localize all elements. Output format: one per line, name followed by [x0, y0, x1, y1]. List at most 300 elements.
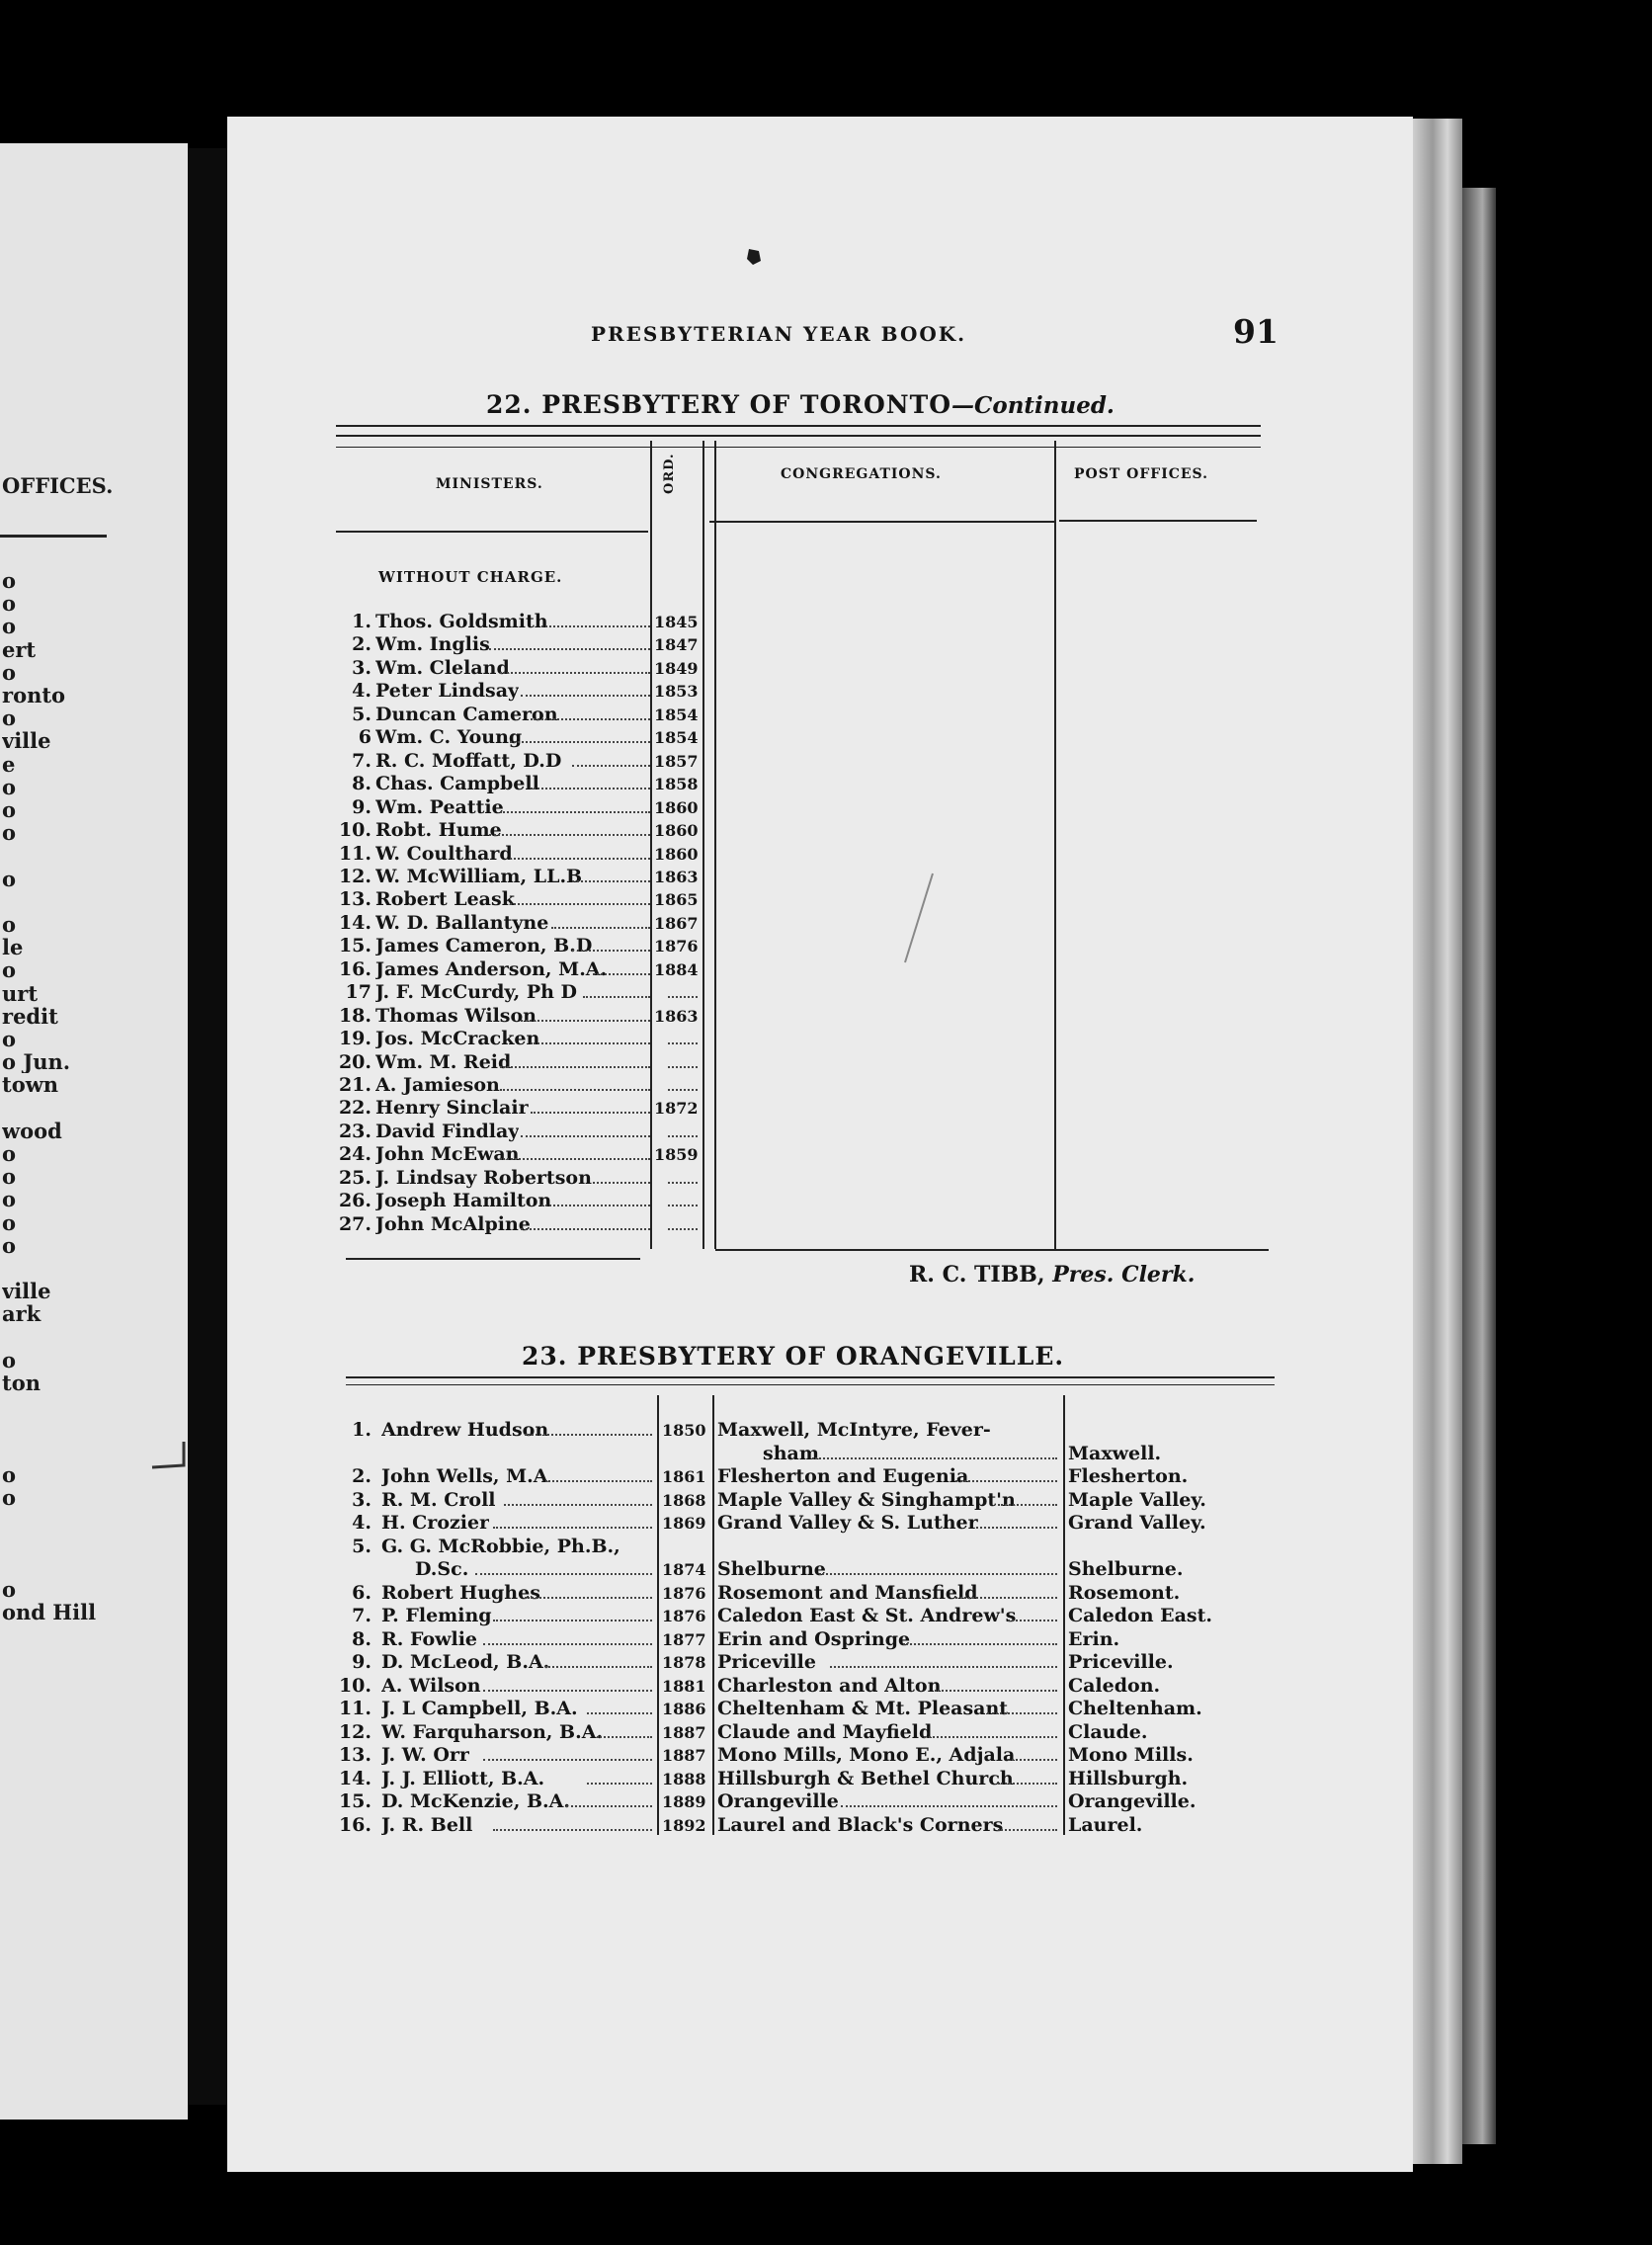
left-page-fragment-text: o [2, 1142, 17, 1165]
ordination-year: 1886 [662, 1700, 706, 1718]
minister-name: Jos. McCracken [375, 1028, 540, 1050]
row-number: 15. [338, 1790, 372, 1812]
toronto-bottom-rule-right [715, 1249, 1269, 1251]
leader-dots [541, 1205, 651, 1206]
left-page-fragment-text: urt [2, 981, 39, 1005]
col-head-ord: ORD. [662, 453, 677, 494]
clerk-name: R. C. TIBB, [909, 1262, 1045, 1288]
ordination-blank [668, 996, 698, 998]
left-page-fragment-text: town [2, 1073, 59, 1097]
leader-dots [493, 1829, 652, 1831]
congregation-name: Orangeville [717, 1790, 839, 1812]
left-page-fragment-text: o [2, 821, 17, 845]
row-number: 2. [352, 633, 372, 656]
minister-name: W. Coulthard [375, 842, 513, 865]
leader-dots [510, 741, 650, 743]
leader-dots [531, 1042, 650, 1044]
ordination-year: 1876 [654, 937, 699, 956]
table-row [0, 888, 1652, 911]
ordination-year: 1869 [662, 1514, 706, 1533]
left-page-fragment-text: o [2, 1165, 17, 1189]
ordination-year: 1867 [654, 913, 699, 933]
row-number: 11. [338, 842, 372, 865]
post-office: Caledon East. [1068, 1605, 1213, 1626]
table-row [0, 981, 1652, 1004]
row-number: 21. [338, 1074, 372, 1096]
minister-name: John McAlpine [375, 1212, 531, 1235]
table-row [0, 1744, 1652, 1767]
table-row [0, 1143, 1652, 1166]
left-page-fragment-text: wood [2, 1119, 62, 1142]
left-page-fragment-text: o [2, 707, 17, 730]
row-number: 6. [352, 1581, 372, 1604]
ordination-year: 1884 [654, 959, 699, 979]
minister-name: D.Sc. [415, 1558, 469, 1580]
congregation-name: Caledon East & St. Andrew's [717, 1605, 1017, 1626]
left-page-fragment-text: o [2, 1462, 17, 1486]
ordination-year: 1849 [654, 658, 699, 678]
leader-dots [483, 1643, 653, 1645]
leader-dots [483, 1690, 653, 1692]
leader-dots [998, 1829, 1057, 1831]
table-row [0, 935, 1652, 957]
table-row [0, 1651, 1652, 1674]
minister-name: J. W. Orr [381, 1744, 469, 1766]
table-row [0, 611, 1652, 633]
leader-dots [545, 1480, 653, 1482]
leader-dots [521, 1228, 651, 1230]
pencil-mark-left [146, 1438, 196, 1477]
ordination-year: 1847 [654, 635, 699, 655]
left-page-fragment-text: ert [2, 637, 37, 661]
row-number: 13. [338, 888, 372, 911]
post-office: Maple Valley. [1068, 1488, 1206, 1511]
leader-dots [489, 834, 650, 836]
ordination-year: 1892 [662, 1815, 706, 1835]
leader-dots [531, 1112, 650, 1114]
congregation-name: Shelburne [717, 1558, 826, 1580]
congregation-name: Priceville [717, 1651, 816, 1673]
ordination-year: 1845 [654, 613, 699, 631]
leader-dots [587, 1783, 653, 1785]
ordination-year: 1859 [654, 1145, 699, 1165]
post-office: Flesherton. [1068, 1465, 1189, 1487]
congregation-name: Mono Mills, Mono E., Adjala [717, 1744, 1016, 1766]
col-head-post-offices: POST OFFICES. [1074, 466, 1209, 482]
toronto-title-text: 22. PRESBYTERY OF TORONTO [486, 390, 952, 419]
leader-dots [998, 1783, 1057, 1785]
ordination-year: 1860 [654, 797, 699, 817]
row-number: 14. [338, 911, 372, 934]
leader-dots [935, 1690, 1057, 1692]
left-page-fragment-text: ark [2, 1302, 41, 1326]
left-page-fragment-text: redit [2, 1004, 58, 1028]
leader-dots [531, 718, 650, 720]
toronto-section-title [486, 390, 1115, 419]
leader-dots [489, 648, 650, 650]
leader-dots [819, 1573, 1057, 1575]
left-page-fragment-text: o [2, 1577, 17, 1601]
ordination-blank [668, 1205, 698, 1206]
ordination-year: 1889 [662, 1792, 706, 1811]
leader-dots [998, 1504, 1057, 1506]
table-row [0, 958, 1652, 981]
orangeville-section-title: 23. PRESBYTERY OF ORANGEVILLE. [522, 1342, 1065, 1371]
leader-dots [525, 1597, 653, 1599]
ordination-year: 1860 [654, 844, 699, 864]
left-page-fragment-text: o [2, 798, 17, 821]
row-number: 7. [352, 749, 372, 772]
row-number: 12. [338, 1720, 372, 1743]
row-number: 7. [352, 1605, 372, 1626]
row-number: 14. [338, 1767, 372, 1789]
table-row [0, 1443, 1652, 1465]
post-office: Hillsburgh. [1068, 1767, 1189, 1789]
congregation-name: Grand Valley & S. Luther [717, 1512, 978, 1534]
row-number: 5. [352, 1535, 372, 1557]
congregation-name: Rosemont and Mansfield [717, 1581, 978, 1604]
minister-name: Robert Leask [375, 888, 515, 911]
minister-name: Thos. Goldsmith [375, 611, 548, 632]
pencil-stroke [899, 870, 939, 968]
table-row [0, 1790, 1652, 1813]
table-row [0, 1028, 1652, 1050]
leader-dots [475, 1573, 653, 1575]
row-number: 25. [338, 1166, 372, 1189]
ordination-year: 1857 [654, 751, 699, 771]
row-number: 17 [345, 981, 372, 1004]
minister-name: J. J. Elliott, B.A. [381, 1767, 545, 1789]
ordination-year: 1863 [654, 867, 699, 886]
table-row [0, 633, 1652, 656]
minister-name: John McEwan [375, 1143, 520, 1166]
toronto-bottom-rule-left [346, 1258, 640, 1260]
minister-name: Henry Sinclair [375, 1097, 529, 1120]
ordination-year: 1863 [654, 1006, 699, 1026]
minister-name: A. Wilson [381, 1674, 481, 1697]
table-row [0, 680, 1652, 703]
ordination-blank [668, 1089, 698, 1091]
ordination-year: 1861 [662, 1467, 706, 1486]
minister-name: R. C. Moffatt, D.D [375, 749, 562, 772]
minister-name: Duncan Cameron [375, 703, 558, 725]
table-row [0, 1768, 1652, 1790]
minister-name: Robt. Hume [375, 819, 502, 842]
leader-dots [593, 973, 650, 975]
leader-dots [583, 996, 651, 998]
post-office: Shelburne. [1068, 1558, 1184, 1580]
left-page-fragment-text: o [2, 615, 17, 638]
post-office: Caledon. [1068, 1674, 1161, 1697]
table-row [0, 1462, 1652, 1488]
table-row [0, 1536, 1652, 1558]
orangeville-top-rule-2 [346, 1384, 1275, 1385]
leader-dots [841, 1805, 1057, 1807]
minister-name: W. Farquharson, B.A. [381, 1720, 604, 1743]
post-office: Rosemont. [1068, 1581, 1181, 1604]
post-office: Mono Mills. [1068, 1744, 1194, 1766]
table-row [0, 1721, 1652, 1744]
table-row [0, 1698, 1652, 1720]
minister-name: Peter Lindsay [375, 680, 520, 703]
minister-name: Wm. Peattie [375, 795, 504, 818]
row-number: 18. [338, 1004, 372, 1027]
congregation-name: Cheltenham & Mt. Pleasant [717, 1698, 1009, 1719]
row-number: 11. [338, 1698, 372, 1719]
leader-dots [1008, 1620, 1057, 1621]
ordination-year: 1887 [662, 1746, 706, 1765]
table-row [0, 750, 1652, 773]
row-number: 26. [338, 1190, 372, 1212]
minister-name: P. Fleming [381, 1605, 492, 1626]
col-head-ministers: MINISTERS. [436, 476, 543, 492]
leader-dots [510, 858, 650, 860]
leader-dots [545, 1666, 653, 1668]
ordination-year: 1854 [654, 728, 699, 748]
leader-dots [1008, 1759, 1057, 1761]
congregation-name: Maxwell, McIntyre, Fever- [717, 1419, 991, 1441]
row-number: 27. [338, 1212, 372, 1235]
minister-name: James Anderson, M.A. [375, 957, 608, 980]
table-row [0, 1489, 1652, 1512]
orangeville-top-rule [346, 1376, 1275, 1378]
leader-dots [504, 1504, 653, 1506]
toronto-continued: —Continued. [951, 392, 1115, 419]
ordination-year: 1872 [654, 1099, 699, 1119]
post-office: Priceville. [1068, 1651, 1174, 1673]
leader-dots [955, 1597, 1057, 1599]
leader-dots [830, 1666, 1057, 1668]
ordination-blank [668, 1042, 698, 1044]
row-number: 6 [358, 726, 372, 749]
row-number: 1. [352, 611, 372, 632]
table-row [0, 1582, 1652, 1605]
col-head-congregations: CONGREGATIONS. [781, 466, 942, 482]
leader-dots [566, 1805, 653, 1807]
minister-name: David Findlay [375, 1120, 520, 1142]
post-office: Claude. [1068, 1720, 1148, 1743]
leader-dots [500, 1089, 651, 1091]
leader-dots [955, 1480, 1057, 1482]
row-number: 10. [338, 819, 372, 842]
ordination-year: 1876 [662, 1583, 706, 1603]
left-page-fragment-text: o [2, 569, 17, 592]
minister-name: Wm. M. Reid [375, 1050, 512, 1073]
row-number: 24. [338, 1143, 372, 1166]
minister-name: J. R. Bell [381, 1813, 473, 1836]
row-number: 3. [352, 1488, 372, 1511]
header-bottom-rule-post-offices [1059, 520, 1257, 522]
ordination-year: 1881 [662, 1676, 706, 1696]
left-page-fragment-text: o [2, 1233, 17, 1257]
left-page-fragment-text: o [2, 913, 17, 936]
leader-dots [903, 1643, 1057, 1645]
ordination-year: 1877 [662, 1629, 706, 1649]
ordination-year: 1853 [654, 682, 699, 702]
ordination-year: 1887 [662, 1722, 706, 1742]
ordination-year: 1858 [654, 775, 699, 794]
ordination-year: 1888 [662, 1769, 706, 1788]
minister-name: J. Lindsay Robertson [375, 1166, 592, 1189]
ordination-year: 1868 [662, 1490, 706, 1510]
ordination-blank [668, 1182, 698, 1184]
left-page-fragment-text: o [2, 958, 17, 982]
left-page-fragment-text: o Jun. [2, 1050, 71, 1074]
table-row [0, 819, 1652, 845]
left-page-fragment-text: o [2, 660, 17, 684]
minister-name: Chas. Campbell [375, 773, 539, 795]
post-office: Erin. [1068, 1627, 1120, 1650]
table-row [0, 1814, 1652, 1837]
row-number: 13. [338, 1744, 372, 1766]
row-number: 8. [352, 773, 372, 795]
row-number: 9. [352, 1651, 372, 1673]
row-number: 1. [352, 1419, 372, 1441]
left-page-fragment-text: o [2, 1188, 17, 1211]
post-office: Orangeville. [1068, 1790, 1197, 1812]
table-row [0, 726, 1652, 749]
leader-dots [521, 695, 651, 697]
minister-name: Wm. C. Young [375, 726, 523, 749]
minister-name: Thomas Wilson [375, 1004, 537, 1027]
post-office: Maxwell. [1068, 1442, 1162, 1464]
row-number: 22. [338, 1097, 372, 1120]
table-row [0, 1167, 1652, 1190]
congregation-name: Erin and Ospringe [717, 1627, 911, 1650]
leader-dots [572, 765, 650, 767]
minister-name: R. M. Croll [381, 1488, 496, 1511]
table-row [0, 1605, 1652, 1627]
table-row [0, 1190, 1652, 1212]
ordination-year: 1854 [654, 705, 699, 724]
minister-name: Wm. Inglis [375, 633, 490, 656]
table-row [0, 1074, 1652, 1097]
row-number: 15. [338, 935, 372, 957]
minister-name: Wm. Cleland [375, 656, 510, 679]
row-number: 16. [338, 1813, 372, 1836]
minister-name: James Cameron, B.D [375, 935, 593, 957]
header-bottom-rule-congregations [709, 521, 1055, 523]
page-number: 91 [1233, 312, 1279, 351]
left-page-fragment-text: ville [2, 729, 51, 753]
leader-dots [521, 1135, 651, 1137]
ordination-blank [668, 1228, 698, 1230]
left-page-fragment-text: o [2, 592, 17, 616]
table-top-rule-3 [336, 447, 1261, 448]
row-number: 8. [352, 1627, 372, 1650]
left-page-header: OFFICES. [2, 474, 114, 497]
congregation-name: sham [763, 1442, 819, 1464]
row-number: 19. [338, 1028, 372, 1050]
row-number: 4. [352, 680, 372, 703]
congregation-name: Hillsburgh & Bethel Church [717, 1767, 1014, 1789]
table-row [0, 657, 1652, 680]
leader-dots [525, 1434, 653, 1436]
row-number: 9. [352, 795, 372, 818]
left-page-fragment-text: ond Hill [2, 1601, 97, 1623]
minister-name: R. Fowlie [381, 1627, 478, 1650]
leader-dots [572, 950, 650, 952]
table-row [0, 1210, 1652, 1236]
left-page-fragment-text: o [2, 1348, 17, 1372]
left-page-fragment-text: ville [2, 1280, 51, 1303]
table-row [0, 1675, 1652, 1698]
leader-dots [500, 1066, 651, 1068]
ordination-blank [668, 1066, 698, 1068]
congregation-name: Claude and Mayfield [717, 1720, 933, 1743]
table-row [0, 912, 1652, 935]
leader-dots [521, 1020, 651, 1022]
minister-name: W. McWilliam, LL.B [375, 865, 583, 887]
left-page-fragment-text: o [2, 867, 17, 890]
congregation-name: Maple Valley & Singhampt'n [717, 1488, 1016, 1511]
row-number: 4. [352, 1512, 372, 1534]
table-row [0, 1512, 1652, 1535]
header-bottom-rule-ministers [336, 531, 648, 533]
minister-name: Robert Hughes [381, 1581, 540, 1604]
leader-dots [500, 811, 651, 813]
row-number: 10. [338, 1674, 372, 1697]
row-number: 3. [352, 656, 372, 679]
table-row [0, 1628, 1652, 1651]
ink-spot [743, 245, 767, 269]
table-row [0, 1005, 1652, 1028]
table-row [0, 1121, 1652, 1143]
ordination-year: 1850 [662, 1421, 706, 1440]
presbytery-clerk-signature [909, 1262, 1195, 1288]
congregation-name: Laurel and Black's Corners [717, 1813, 1004, 1836]
leader-dots [500, 1158, 651, 1160]
left-page-fragment-text: e [2, 752, 16, 776]
left-page-fragment-text: ronto [2, 684, 66, 707]
leader-dots [812, 1457, 1057, 1459]
running-title: PRESBYTERIAN YEAR BOOK. [591, 322, 967, 346]
leader-dots [572, 880, 650, 882]
leader-dots [597, 1736, 652, 1738]
left-page-fragment-text: o [2, 1486, 17, 1509]
table-row [0, 773, 1652, 795]
leader-dots [500, 672, 651, 674]
clerk-title: Pres. Clerk. [1052, 1262, 1196, 1288]
ordination-year: 1860 [654, 821, 699, 841]
leader-dots [541, 625, 651, 627]
left-page-fragment-text: o [2, 1210, 17, 1234]
leader-dots [493, 1527, 652, 1529]
table-row [0, 1097, 1652, 1120]
minister-name: Joseph Hamilton [375, 1190, 552, 1212]
left-page-fragment-text: o [2, 775, 17, 798]
ordination-year: 1878 [662, 1653, 706, 1672]
table-top-rule-2 [336, 435, 1261, 437]
table-row [0, 843, 1652, 866]
row-number: 2. [352, 1465, 372, 1487]
table-row [0, 1051, 1652, 1074]
leader-dots [976, 1527, 1057, 1529]
leader-dots [593, 1182, 650, 1184]
congregation-name: Charleston and Alton [717, 1674, 942, 1697]
leader-dots [531, 788, 650, 790]
ordination-year: 1876 [662, 1607, 706, 1625]
minister-name: D. McKenzie, B.A. [381, 1790, 570, 1812]
leader-dots [483, 1759, 653, 1761]
post-office: Grand Valley. [1068, 1512, 1206, 1534]
row-number: 23. [338, 1120, 372, 1142]
minister-name: D. McLeod, B.A. [381, 1651, 550, 1673]
table-row [0, 866, 1652, 888]
post-office: Laurel. [1068, 1813, 1143, 1836]
left-page-rule [0, 535, 107, 538]
minister-name: John Wells, M.A [381, 1465, 548, 1487]
